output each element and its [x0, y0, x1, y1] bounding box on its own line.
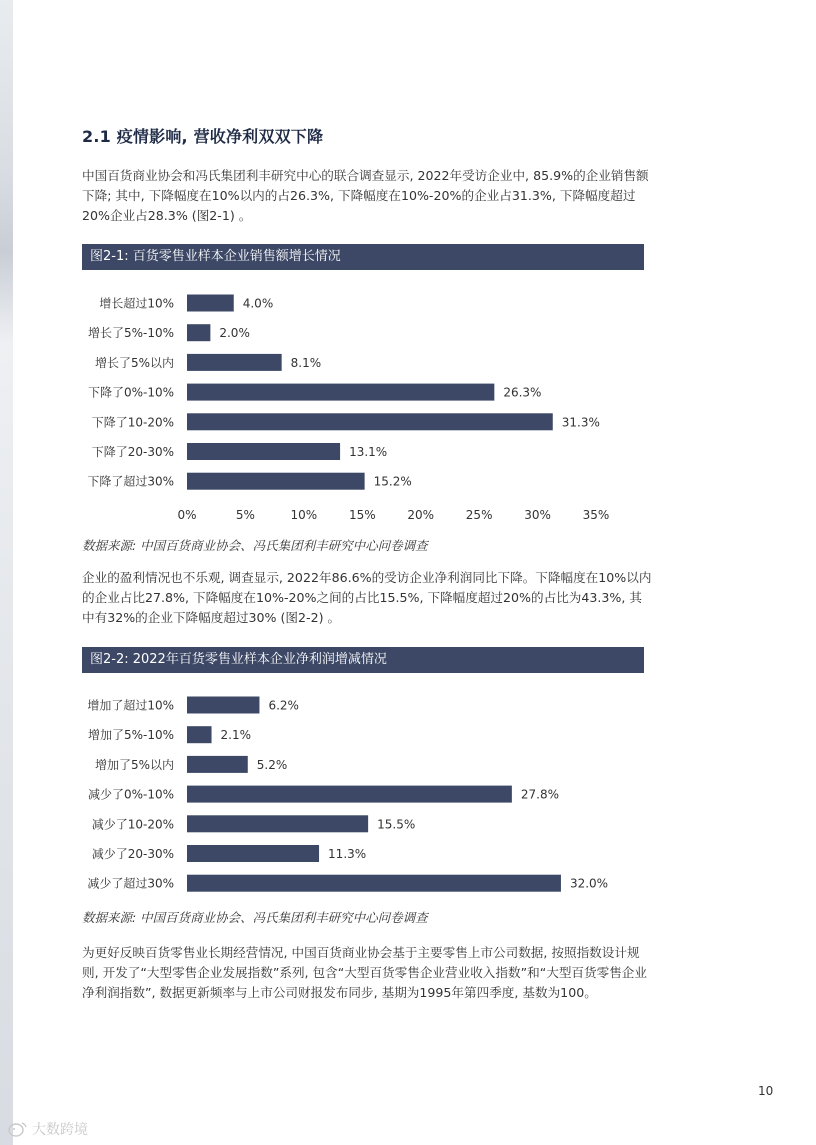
value-label: 8.1%: [290, 355, 322, 370]
paragraph-index-intro: 为更好反映百货零售业长期经营情况, 中国百货商业协会基于主要零售上市公司数据, 按照指数设计规则, 开发了“大型零售企业发展指数”系列, 包含“大型百货零售企业营业收入指数”和“大型百货零售企业净利润指数”, 数据更新频率与上市公司财报发布同步, 基期为1995年第四季度, 基数为100。: [82, 945, 647, 1000]
value-label: 13.1%: [349, 445, 388, 459]
category-label: 下降了20-30%: [91, 445, 174, 459]
x-tick-label: 15%: [348, 508, 376, 522]
value-label: 15.2%: [373, 474, 412, 489]
page-number: 10: [758, 1084, 774, 1098]
x-tick-label: 35%: [582, 508, 610, 522]
category-label: 减少了20-30%: [91, 847, 174, 861]
watermark-text: 大数跨境: [32, 1122, 88, 1138]
x-tick-label: 25%: [465, 508, 493, 522]
section-title: 2.1 疫情影响, 营收净利双双下降: [82, 127, 324, 146]
value-label: 27.8%: [520, 787, 559, 802]
value-label: 15.5%: [377, 817, 416, 832]
x-tick-label: 10%: [290, 508, 318, 522]
bar: [187, 815, 368, 832]
value-label: 6.2%: [268, 698, 299, 713]
category-label: 下降了0%-10%: [87, 385, 174, 400]
left-edge-image-strip: [0, 0, 13, 1145]
x-tick-label: 5%: [235, 508, 255, 522]
x-tick-label: 0%: [177, 508, 197, 522]
bar: [187, 295, 234, 312]
category-label: 增加了5%以内: [94, 757, 174, 772]
value-label: 2.0%: [219, 326, 250, 341]
value-label: 26.3%: [503, 385, 542, 400]
net-profit-change-bar-chart: [0, 688, 816, 898]
bar: [187, 875, 561, 892]
bar: [187, 473, 365, 490]
category-label: 增加了超过10%: [87, 698, 174, 713]
sales-growth-bar-chart: [0, 285, 816, 535]
category-label: 增长了5%-10%: [87, 326, 174, 341]
category-label: 下降了10-20%: [91, 415, 174, 430]
value-label: 32.0%: [569, 876, 609, 891]
figure-2-1-source: 数据来源: 中国百货商业协会、冯氏集团利丰研究中心问卷调查: [82, 538, 428, 553]
x-tick-label: 20%: [407, 508, 435, 522]
bar: [187, 354, 282, 371]
value-label: 11.3%: [328, 847, 367, 861]
bar: [187, 786, 512, 803]
category-label: 减少了10-20%: [91, 817, 174, 832]
bar: [187, 324, 210, 341]
category-label: 下降了超过30%: [87, 474, 174, 489]
figure-2-2-source: 数据来源: 中国百货商业协会、冯氏集团利丰研究中心问卷调查: [82, 910, 428, 925]
value-label: 4.0%: [242, 296, 274, 311]
figure-2-1-title-bar: 图2-1: 百货零售业样本企业销售额增长情况: [82, 244, 644, 270]
category-label: 增加了5%-10%: [87, 728, 174, 743]
bar: [187, 384, 494, 401]
value-label: 2.1%: [220, 728, 252, 743]
watermark: [8, 1119, 88, 1139]
bar: [187, 756, 248, 773]
bar: [187, 697, 259, 714]
x-tick-label: 30%: [524, 508, 551, 522]
bar: [187, 413, 553, 430]
category-label: 减少了超过30%: [87, 876, 174, 891]
watermark-logo-icon: [8, 1120, 28, 1138]
paragraph-profit-intro: 企业的盈利情况也不乐观, 调查显示, 2022年86.6%的受访企业净利润同比下降。下降幅度在10%以内的企业占比27.8%, 下降幅度在10%-20%之间的占比15.5%, 下降幅度超过20%的占比为43.3%, 其中有32%的企业下降幅度超过30% (图2-2) 。: [82, 570, 652, 625]
bar: [187, 845, 319, 862]
category-label: 增长了5%以内: [94, 355, 174, 370]
bar: [187, 443, 340, 460]
value-label: 5.2%: [256, 757, 288, 772]
paragraph-sales-intro: 中国百货商业协会和冯氏集团利丰研究中心的联合调查显示, 2022年受访企业中, 85.9%的企业销售额下降; 其中, 下降幅度在10%以内的占26.3%, 下降幅度在10%-20%的企业占31.3%, 下降幅度超过20%企业占28.3% (图2-1) 。: [82, 168, 649, 223]
category-label: 减少了0%-10%: [87, 787, 174, 802]
figure-2-2-title-bar: 图2-2: 2022年百货零售业样本企业净利润增减情况: [82, 647, 644, 673]
bar: [187, 726, 212, 743]
value-label: 31.3%: [561, 415, 600, 430]
category-label: 增长超过10%: [99, 296, 174, 311]
